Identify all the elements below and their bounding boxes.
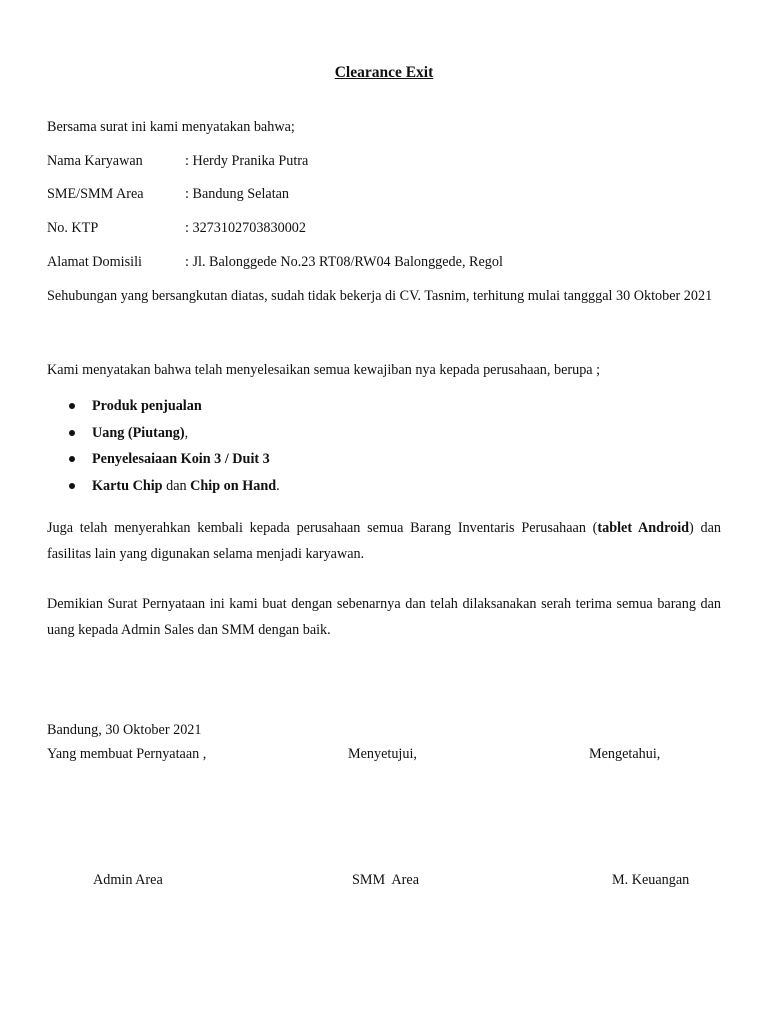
list-item bbox=[47, 423, 280, 450]
bullet-text-tail: . bbox=[276, 478, 280, 495]
signature-name-approve: SMM Area bbox=[352, 872, 419, 888]
field-label-ktp: No. KTP bbox=[47, 220, 99, 236]
place-date: Bandung, 30 Oktober 2021 bbox=[47, 722, 202, 738]
signature-label-know: Mengetahui, bbox=[589, 746, 661, 762]
document-title: Clearance Exit bbox=[334, 64, 434, 81]
field-value-address: : Jl. Balonggede No.23 RT08/RW04 Balonggede, Regol bbox=[185, 254, 503, 270]
field-value-name: : Herdy Pranika Putra bbox=[185, 153, 309, 169]
inventory-text-pre: Juga telah menyerahkan kembali kepada perusahaan semua Barang Inventaris Perusahaan ( bbox=[47, 520, 598, 536]
bullet-icon bbox=[69, 483, 75, 489]
bullet-icon bbox=[69, 430, 75, 436]
paragraph-closing: Demikian Surat Pernyataan ini kami buat dengan sebenarnya dan telah dilaksanakan serah terima semua barang dan uang kepada Admin Sales dan SMM dengan baik. bbox=[47, 596, 721, 638]
bullet-text-mid: dan bbox=[162, 478, 191, 495]
paragraph-employment-status: Sehubungan yang bersangkutan diatas, sudah tidak bekerja di CV. Tasnim, terhitung mulai tangggal 30 Oktober 2021 bbox=[47, 288, 713, 304]
bullet-text-tail: , bbox=[184, 424, 189, 441]
field-label-name: Nama Karyawan bbox=[47, 153, 143, 169]
field-label-area: SME/SMM Area bbox=[47, 186, 144, 202]
signature-label-maker: Yang membuat Pernyataan , bbox=[47, 746, 207, 762]
bullet-icon bbox=[69, 456, 75, 462]
bullet-icon bbox=[69, 403, 75, 409]
signature-name-maker: Admin Area bbox=[93, 872, 163, 888]
field-label-address: Alamat Domisili bbox=[47, 254, 142, 270]
list-item bbox=[47, 449, 280, 476]
paragraph-inventory-return bbox=[47, 515, 721, 567]
bullet-text-bold-2: Chip on Hand bbox=[190, 478, 277, 495]
bullet-text: Penyelesaiaan Koin 3 / Duit 3 bbox=[92, 451, 270, 468]
list-item bbox=[47, 476, 280, 503]
obligation-list bbox=[47, 396, 280, 503]
intro-text: Bersama surat ini kami menyatakan bahwa; bbox=[47, 119, 295, 135]
field-value-ktp: : 3273102703830002 bbox=[185, 220, 306, 236]
field-value-area: : Bandung Selatan bbox=[185, 186, 290, 202]
bullet-text: Produk penjualan bbox=[92, 398, 202, 414]
bullet-text-bold: Uang (Piutang) bbox=[92, 424, 185, 441]
signature-name-know: M. Keuangan bbox=[612, 872, 690, 888]
bullet-text-bold-1: Kartu Chip bbox=[92, 478, 163, 495]
inventory-text-bold: tablet Android bbox=[597, 520, 690, 536]
paragraph-obligations: Kami menyatakan bahwa telah menyelesaikan semua kewajiban nya kepada perusahaan, berupa ; bbox=[47, 362, 601, 378]
inventory-text-post: ) dan fasilitas lain yang digunakan selama menjadi karyawan. bbox=[47, 520, 722, 562]
signature-label-approve: Menyetujui, bbox=[348, 746, 417, 762]
list-item bbox=[47, 396, 280, 423]
